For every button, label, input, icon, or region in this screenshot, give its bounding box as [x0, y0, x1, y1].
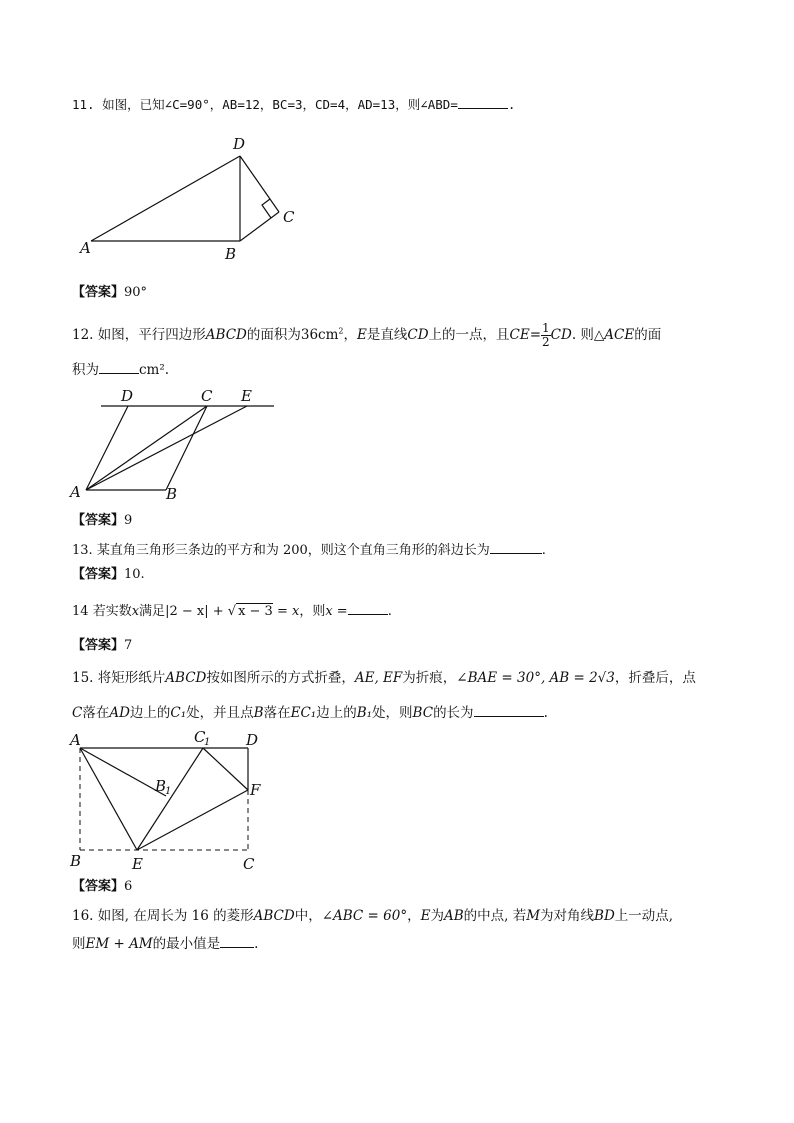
q12-label-c: C [201, 387, 213, 405]
q12-number: 12. [72, 327, 94, 343]
q16-text5: 的中点, 若 [463, 908, 527, 924]
q15-label-e: E [132, 855, 143, 873]
q13-answer-tag: 【答案】 [72, 567, 125, 582]
q12-text2: 的面积为 [246, 327, 301, 343]
q11-label-a: A [80, 239, 91, 257]
q16-bd: BD [594, 908, 615, 924]
q14-answer-value: 7 [124, 638, 133, 653]
q12-label-a: A [70, 483, 81, 501]
q15-line-ef [137, 790, 248, 850]
q12-shape: ABCD [205, 327, 247, 343]
q13-answer [72, 567, 145, 583]
q15-answer [72, 879, 132, 895]
q15-line1 [72, 670, 696, 686]
q12-text4: 是直线 [366, 327, 408, 343]
q15-text7: 处，并且点 [186, 705, 254, 721]
q15-answer-value: 6 [124, 879, 133, 894]
q15-text4: ，折叠后，点 [614, 670, 696, 686]
q12-fraction [541, 322, 551, 349]
q15-label-a: A [70, 731, 81, 749]
q16-shape: ABCD [253, 908, 295, 924]
q11-blank [458, 96, 508, 109]
q15-label-c1: C [194, 728, 206, 746]
q15-ec1: EC₁ [290, 705, 317, 721]
q15-creases: AE, EF [354, 670, 403, 686]
q15-c1: C₁ [170, 705, 187, 721]
q15-text8: 落在 [263, 705, 291, 721]
q15-line-ae [80, 748, 137, 850]
q14-answer-tag: 【答案】 [72, 638, 125, 653]
q15-c: C [72, 705, 83, 721]
q14-x-eq: x = [325, 604, 348, 619]
q11-right-angle-mark [262, 199, 271, 218]
q12-cd: CD [550, 327, 572, 343]
q15-text5: 落在 [82, 705, 110, 721]
q11-line-dc [240, 156, 279, 212]
q11-answer-tag: 【答案】 [72, 285, 125, 300]
q16-m: M [526, 908, 541, 924]
q12-line1: 12. 如图，平行四边形ABCD的面积为$36cm^2$，E是直线CD上的一点，且CE= $\frac{1}{2}$ CD. 则△ACE的面 [72, 321, 662, 349]
q15-ad: AD [109, 705, 130, 721]
q11-number: 11. [72, 97, 95, 112]
q12-eq: = [529, 327, 542, 343]
q15-label-b1: B [155, 777, 167, 795]
q15-label-b: B [70, 852, 82, 870]
q15-blank [474, 704, 544, 717]
q12-ce: CE [509, 327, 530, 343]
q12-text6: . 则 [571, 327, 594, 343]
q11-line-ad [91, 156, 240, 241]
q11-label-c: C [283, 208, 295, 226]
q15-line-ec1 [137, 748, 203, 850]
q16-text4: 为 [430, 908, 444, 924]
q16-blank [220, 935, 254, 948]
q15-label-c1-sub: 1 [204, 737, 211, 748]
q12-blank [99, 361, 139, 374]
q16-angle: ∠ABC = 60° [321, 908, 408, 924]
q16-number: 16. [72, 908, 94, 924]
q12-text7: 的面 [634, 327, 662, 343]
q12-text3: ， [343, 327, 357, 343]
q15-text10: 处，则 [372, 705, 413, 721]
q14-eqx: = x [276, 604, 300, 619]
q12-line-bc [166, 406, 207, 490]
q16-text7: 上一动点, [614, 908, 674, 924]
q15-end: . [543, 705, 548, 721]
q15-b1: B₁ [356, 705, 373, 721]
q16-text2: 中， [294, 908, 322, 924]
q11-text [72, 96, 515, 113]
q14-plus: + [212, 604, 224, 619]
q15-text6: 边上的 [129, 705, 171, 721]
q16-line2 [72, 935, 258, 952]
q16-line1 [72, 908, 673, 924]
q15-label-b1-sub: 1 [165, 786, 172, 797]
q14-blank [348, 602, 388, 615]
q15-number: 15. [72, 670, 94, 686]
q13-end: . [541, 543, 546, 558]
q14-answer [72, 638, 132, 654]
q12-point-e: E [357, 327, 367, 343]
q15-bc: BC [412, 705, 434, 721]
q11-end: . [507, 97, 516, 112]
q15-text9: 边上的 [316, 705, 357, 721]
q15-text3: 为折痕， [402, 670, 457, 686]
q12-label-d: D [121, 387, 134, 405]
q11-question: 如图，已知∠C=90°，AB=12，BC=3，CD=4，AD=13，则∠ABD= [102, 97, 458, 112]
q16-end: . [254, 936, 259, 952]
q15-text2: 按如图所示的方式折叠， [206, 670, 355, 686]
q16-ab: AB [443, 908, 464, 924]
q11-label-b: B [225, 245, 237, 263]
q13-number: 13. [72, 543, 93, 558]
q11-answer-value: 90° [124, 285, 148, 300]
q13-text [72, 541, 546, 559]
q14-var-x: x [131, 604, 140, 619]
q15-shape: ABCD [165, 670, 207, 686]
q12-text1: 如图，平行四边形 [97, 327, 206, 343]
q14-sqrt: x − 3 [238, 604, 273, 619]
q15-answer-tag: 【答案】 [72, 879, 125, 894]
q16-text9: 的最小值是 [152, 936, 221, 952]
q12-label-e: E [241, 387, 252, 405]
q14-end: . [387, 604, 392, 619]
q12-answer-value: 9 [124, 513, 133, 528]
q12-line2 [72, 361, 169, 378]
q12-frac-den: 2 [542, 335, 550, 349]
q12-label-b: B [166, 485, 178, 503]
q12-text8: 积为 [72, 362, 99, 378]
q14-number: 14 [72, 604, 89, 619]
q15-line-ab1 [80, 748, 166, 796]
q15-angle: ∠BAE = 30°, AB = 2√3 [456, 670, 615, 686]
q15-label-f: F [250, 781, 261, 799]
q12-line-ae [86, 406, 247, 490]
q12-area: 36cm [300, 327, 339, 343]
q11-answer [72, 285, 147, 301]
q13-question: 某直角三角形三条边的平方和为 200，则这个直角三角形的斜边长为 [96, 543, 490, 558]
q16-text6: 为对角线 [540, 908, 595, 924]
q12-line-ad [86, 406, 128, 490]
q15-text1: 将矩形纸片 [97, 670, 166, 686]
q12-line-ac [86, 406, 207, 490]
q12-text5: 上的一点，且 [428, 327, 510, 343]
q15-line2 [72, 704, 548, 721]
q16-text8: 则 [72, 936, 86, 952]
q12-answer-tag: 【答案】 [72, 513, 125, 528]
q16-text1: 如图, 在周长为 16 的菱形 [97, 908, 254, 924]
q15-label-c: C [243, 855, 255, 873]
q12-unit: cm². [139, 362, 170, 378]
q16-e: E [420, 908, 431, 924]
q15-line-c1f [203, 748, 248, 790]
q16-expr: EM + AM [85, 936, 153, 952]
q14-text3: ，则 [299, 604, 326, 619]
q15-label-d: D [246, 731, 259, 749]
q12-triangle: △ACE [593, 327, 635, 343]
q15-b: B [253, 705, 264, 721]
q13-blank [490, 541, 542, 554]
q14-text2: 满足 [139, 604, 166, 619]
q11-label-d: D [233, 135, 246, 153]
q13-answer-value: 10. [124, 567, 145, 582]
q14-text1: 若实数 [92, 604, 132, 619]
q12-frac-num: 1 [542, 321, 550, 335]
q14-text: 14 若实数x满足|2 − x| + √ x − 3 = x，则x = . [72, 604, 392, 619]
q11-line-bc [240, 212, 279, 241]
q16-text3: ， [407, 908, 421, 924]
q14-abs: |2 − x| [165, 604, 209, 619]
q15-text11: 的长为 [433, 705, 474, 721]
q12-line-cd: CD [407, 327, 429, 343]
q12-answer [72, 513, 132, 529]
